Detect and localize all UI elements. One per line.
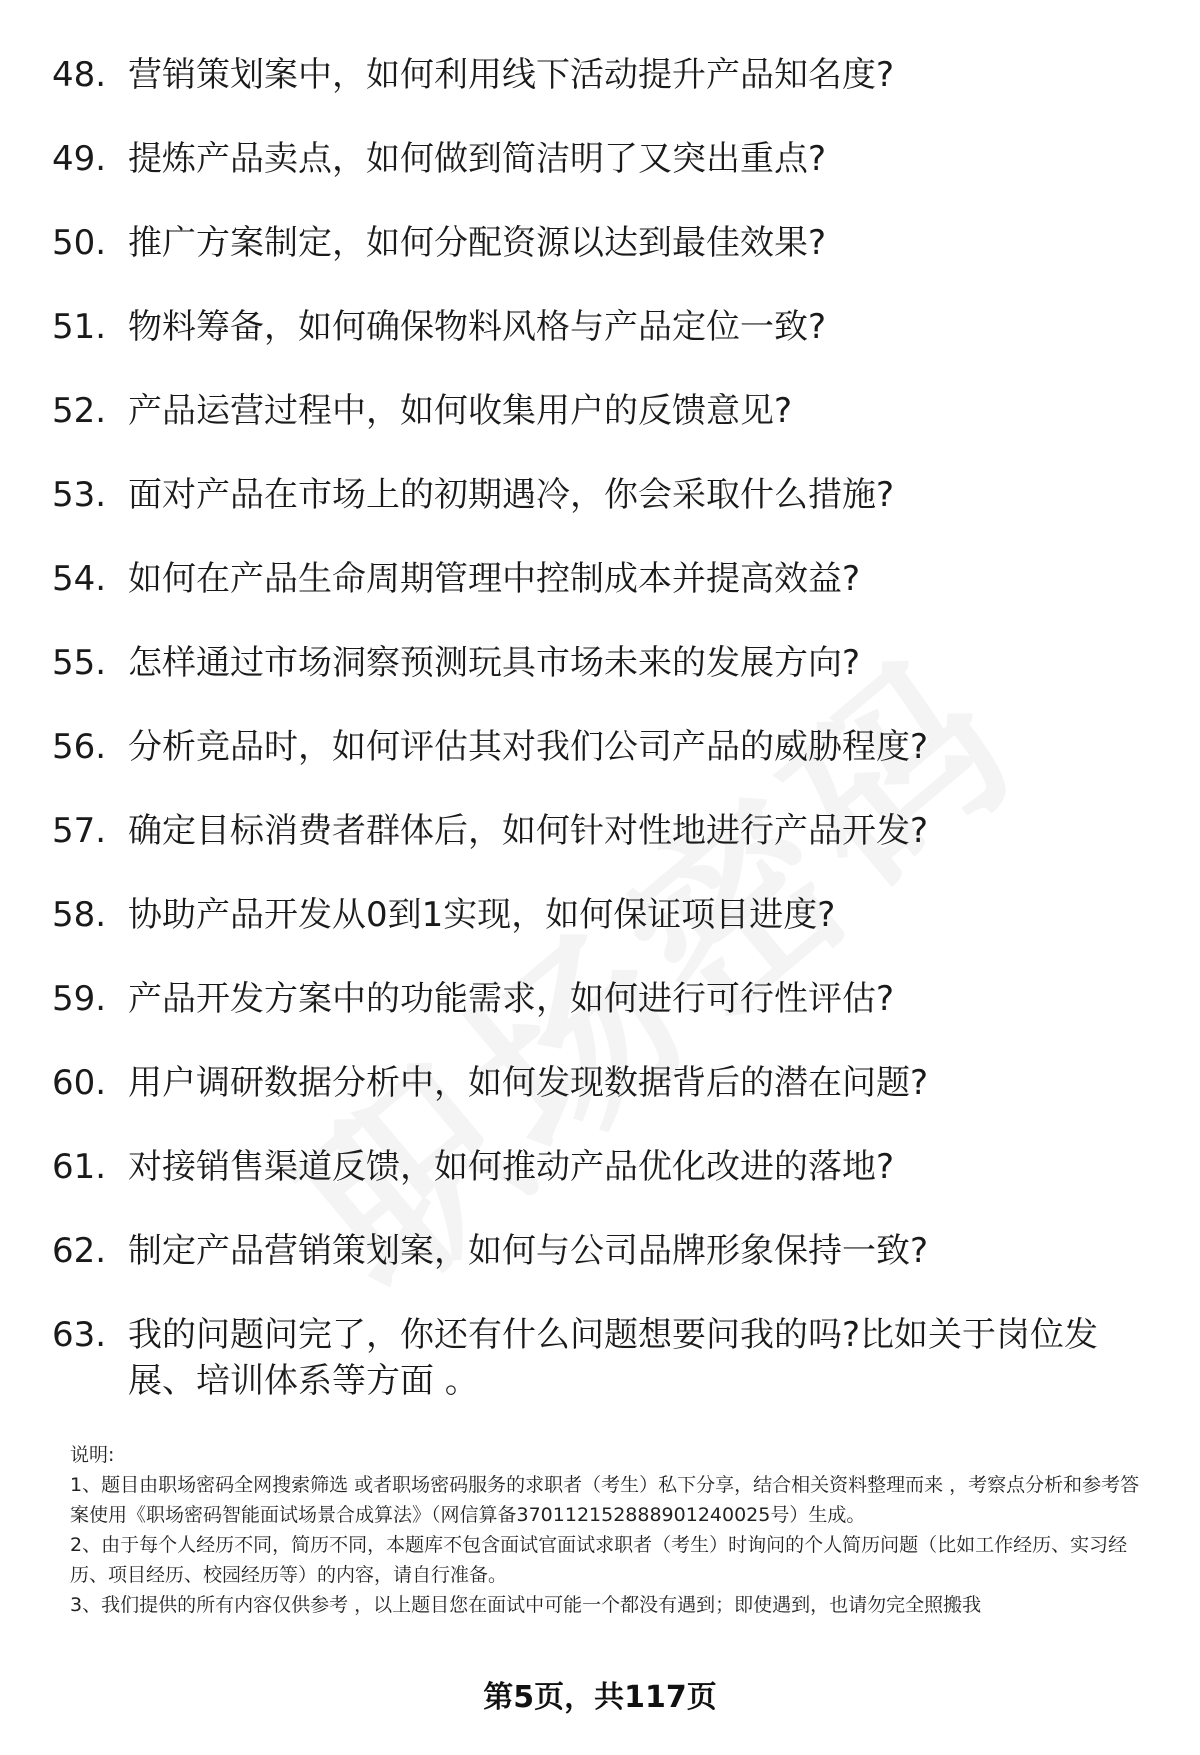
question-text: 分析竞品时，如何评估其对我们公司产品的威胁程度? (128, 727, 929, 767)
question-text: 产品运营过程中，如何收集用户的反馈意见? (128, 391, 793, 431)
list-item (52, 976, 1162, 1060)
note-item: 3、我们提供的所有内容仅供参考 ，以上题目您在面试中可能一个都没有遇到；即使遇到，也请勿完全照搬我 (70, 1594, 982, 1616)
list-item (52, 556, 1162, 640)
list-item (52, 808, 1162, 892)
question-text: 提炼产品卖点，如何做到简洁明了又突出重点? (128, 139, 827, 179)
question-number: 50. (52, 223, 107, 263)
question-number: 61. (52, 1147, 107, 1187)
question-number: 55. (52, 643, 107, 683)
question-number: 52. (52, 391, 107, 431)
list-item (52, 640, 1162, 724)
list-item (52, 892, 1162, 976)
question-text: 协助产品开发从0到1实现，如何保证项目进度? (128, 895, 836, 935)
question-number: 57. (52, 811, 107, 851)
question-number: 56. (52, 727, 107, 767)
question-text: 面对产品在市场上的初期遇冷，你会采取什么措施? (128, 475, 895, 515)
question-number: 63. (52, 1315, 107, 1355)
question-number: 58. (52, 895, 107, 935)
question-number: 48. (52, 55, 107, 95)
question-number: 53. (52, 475, 107, 515)
question-list (52, 52, 1162, 1404)
question-text: 营销策划案中，如何利用线下活动提升产品知名度? (128, 55, 895, 95)
list-item (52, 52, 1162, 136)
question-text: 制定产品营销策划案，如何与公司品牌形象保持一致? (128, 1231, 929, 1271)
list-item (52, 1228, 1162, 1312)
question-text: 推广方案制定，如何分配资源以达到最佳效果? (128, 223, 827, 263)
list-item (52, 724, 1162, 808)
list-item (52, 472, 1162, 556)
list-item (52, 1060, 1162, 1144)
list-item (52, 220, 1162, 304)
question-text: 如何在产品生命周期管理中控制成本并提高效益? (128, 559, 861, 599)
question-text: 确定目标消费者群体后，如何针对性地进行产品开发? (128, 811, 929, 851)
note-item: 2、由于每个人经历不同，简历不同，本题库不包含面试官面试求职者（考生）时询问的个人简历问题（比如工作经历、实习经历、项目经历、校园经历等）的内容，请自行准备。 (70, 1534, 1128, 1586)
notes-heading: 说明: (70, 1444, 115, 1466)
question-text: 对接销售渠道反馈，如何推动产品优化改进的落地? (128, 1147, 895, 1187)
note-item: 1、题目由职场密码全网搜索筛选 或者职场密码服务的求职者（考生）私下分享，结合相关资料整理而来 ，考察点分析和参考答案使用《职场密码智能面试场景合成算法》（网信算备370112152888901240025号）生成。 (70, 1474, 1140, 1526)
question-number: 62. (52, 1231, 107, 1271)
question-number: 54. (52, 559, 107, 599)
question-text: 怎样通过市场洞察预测玩具市场未来的发展方向? (128, 643, 861, 683)
list-item (52, 1144, 1162, 1228)
question-number: 51. (52, 307, 107, 347)
question-number: 59. (52, 979, 107, 1019)
list-item (52, 136, 1162, 220)
question-number: 49. (52, 139, 107, 179)
list-item (52, 1312, 1162, 1404)
list-item (52, 304, 1162, 388)
question-text: 产品开发方案中的功能需求，如何进行可行性评估? (128, 979, 895, 1019)
question-number: 60. (52, 1063, 107, 1103)
question-text: 物料筹备，如何确保物料风格与产品定位一致? (128, 307, 827, 347)
list-item (52, 388, 1162, 472)
page-number: 第5页，共117页 (483, 1680, 717, 1715)
question-text: 我的问题问完了，你还有什么问题想要问我的吗?比如关于岗位发展、培训体系等方面 。 (128, 1315, 1099, 1401)
notes-section (70, 1440, 1152, 1620)
question-text: 用户调研数据分析中，如何发现数据背后的潜在问题? (128, 1063, 929, 1103)
